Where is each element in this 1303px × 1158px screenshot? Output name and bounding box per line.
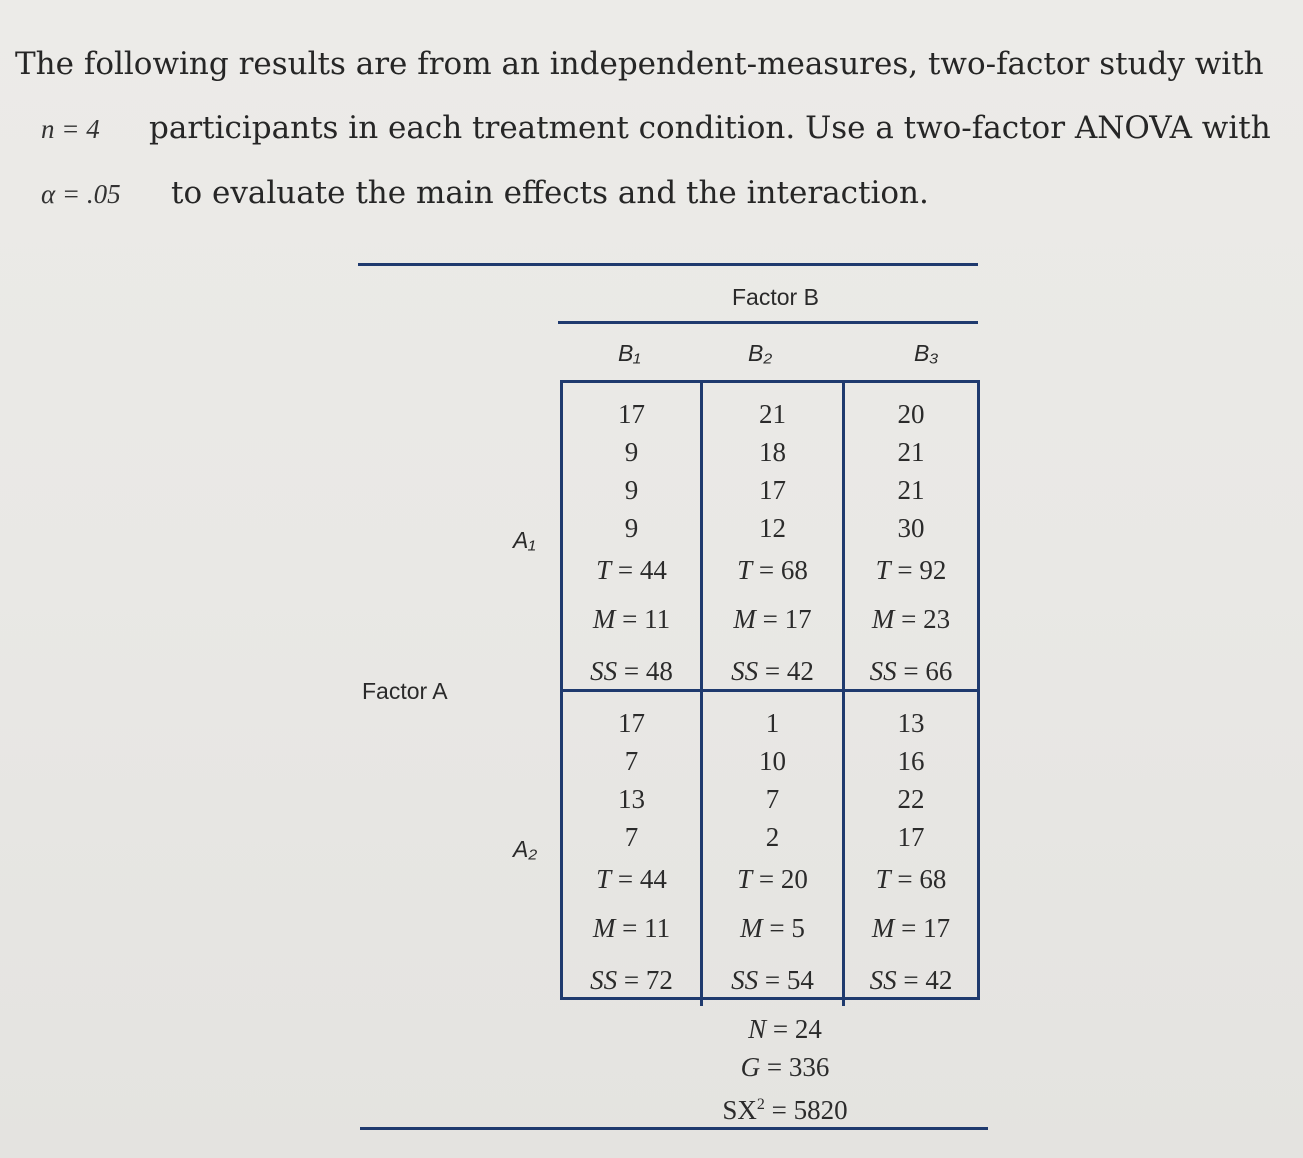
score-value: 7 (765, 784, 780, 814)
mean-m: M = 11 (592, 913, 671, 943)
sum-of-squares: SS = 54 (731, 965, 814, 995)
prompt-line-2-text: participants in each treatment condition. Use a two-factor ANOVA with (149, 110, 1271, 146)
score-value: 21 (759, 399, 786, 429)
data-table (560, 380, 980, 1000)
sum-of-squares: SS = 72 (590, 965, 673, 995)
total-t: T = 68 (875, 864, 947, 894)
sum-of-squares: SS = 66 (869, 656, 953, 686)
factor-b-rule (558, 321, 978, 324)
factor-b-label: Factor B (732, 284, 819, 310)
mean-m: M = 23 (871, 604, 951, 634)
sum-x-squared: $SX^2 = 5820$ (722, 1095, 848, 1125)
table-totals (700, 1010, 870, 1129)
score-value: 7 (624, 822, 639, 852)
mean-m: M = 5 (740, 913, 805, 943)
score-value: 9 (624, 475, 639, 505)
row-header-a1: A₁ (513, 527, 536, 553)
score-value: 21 (897, 475, 925, 505)
mean-m: M = 17 (871, 913, 951, 943)
score-value: 13 (897, 708, 925, 738)
total-t: T = 44 (596, 864, 667, 894)
alpha-expression: α = .05 (41, 179, 121, 209)
cell-a2-b1 (563, 692, 703, 1006)
cell-a1-b2 (703, 383, 845, 692)
score-value: 17 (759, 475, 786, 505)
score-value: 1 (765, 708, 780, 738)
cell-a2-b2 (703, 692, 845, 1006)
total-t: T = 68 (737, 555, 808, 585)
sample-size-expression: n = 4 (41, 114, 100, 144)
mean-m: M = 11 (592, 604, 671, 634)
column-header-b2: B₂ (748, 340, 773, 366)
score-value: 17 (618, 708, 645, 738)
score-value: 20 (897, 399, 925, 429)
sum-of-squares: SS = 42 (869, 965, 953, 995)
sum-of-squares: SS = 48 (590, 656, 673, 686)
column-header-b1: B₁ (618, 340, 641, 366)
score-value: 21 (897, 437, 925, 467)
grand-total-g: G = 336 (740, 1052, 830, 1082)
mean-m: M = 17 (733, 604, 812, 634)
cell-a1-b3 (845, 383, 977, 692)
cell-a1-b1 (563, 383, 703, 692)
total-t: T = 20 (737, 864, 808, 894)
prompt-line-3 (15, 161, 1285, 226)
factor-a-label: Factor A (362, 678, 448, 704)
cell-a2-b3 (845, 692, 977, 1006)
score-value: 30 (897, 513, 925, 543)
total-t: T = 92 (875, 555, 947, 585)
score-value: 16 (897, 746, 925, 776)
top-rule (358, 263, 978, 266)
score-value: 7 (624, 746, 639, 776)
score-value: 13 (618, 784, 645, 814)
score-value: 18 (759, 437, 786, 467)
score-value: 17 (897, 822, 925, 852)
row-header-a2: A₂ (513, 836, 538, 862)
column-header-b3: B₃ (914, 340, 939, 366)
sum-of-squares: SS = 42 (731, 656, 814, 686)
prompt-line-2 (15, 96, 1285, 161)
problem-statement (15, 32, 1285, 226)
score-value: 2 (765, 822, 780, 852)
bottom-rule (360, 1127, 988, 1130)
score-value: 9 (624, 513, 639, 543)
total-t: T = 44 (596, 555, 667, 585)
prompt-line-1: The following results are from an independent-measures, two-factor study with (15, 46, 1264, 82)
prompt-line-3-text: to evaluate the main effects and the interaction. (171, 175, 929, 211)
score-value: 10 (759, 746, 786, 776)
score-value: 9 (624, 437, 639, 467)
score-value: 17 (618, 399, 645, 429)
score-value: 12 (759, 513, 786, 543)
score-value: 22 (897, 784, 925, 814)
total-n: N = 24 (748, 1014, 822, 1044)
